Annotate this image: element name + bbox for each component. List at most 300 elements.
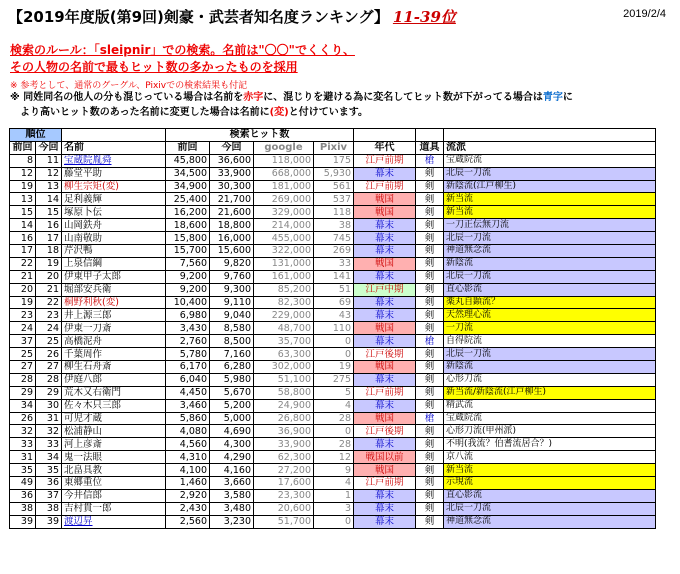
rank-prev-cell: 22: [10, 257, 36, 270]
table-row: [10, 167, 656, 180]
rank-now-cell: 28: [36, 373, 62, 386]
rank-prev-cell: 15: [10, 206, 36, 219]
note-naming: ※ 同姓同名の他人の分も混じっている場合は名前を赤字に、混じりを避ける為に変名してヒット数が下がってる場合は青字に より高いヒット数のあった名前に変更した場合は名前に(変)と付けています。: [10, 92, 573, 118]
pixiv-cell: 5: [314, 386, 354, 399]
rank-now-cell: 15: [36, 206, 62, 219]
hits-now-cell: 9,820: [210, 257, 254, 270]
school-cell: 自得院流: [444, 335, 656, 348]
rank-prev-cell: 27: [10, 361, 36, 374]
google-cell: 35,700: [254, 335, 314, 348]
google-cell: 58,800: [254, 386, 314, 399]
tool-cell: 剣: [416, 425, 444, 438]
table-row: [10, 232, 656, 245]
rank-prev-cell: 33: [10, 438, 36, 451]
google-cell: 161,000: [254, 270, 314, 283]
google-cell: 131,000: [254, 257, 314, 270]
tool-cell: 剣: [416, 270, 444, 283]
header-google: google: [254, 141, 314, 154]
rank-now-cell: 23: [36, 309, 62, 322]
pixiv-cell: 4: [314, 477, 354, 490]
name-cell: 河上彦斎: [62, 438, 166, 451]
pixiv-cell: 12: [314, 451, 354, 464]
google-cell: 62,300: [254, 451, 314, 464]
name-cell: 伊東一刀斎: [62, 322, 166, 335]
google-cell: 668,000: [254, 167, 314, 180]
tool-cell: 剣: [416, 167, 444, 180]
pixiv-cell: 3: [314, 502, 354, 515]
rank-prev-cell: 8: [10, 154, 36, 167]
rank-prev-cell: 13: [10, 193, 36, 206]
name-cell: 渡辺昇: [62, 515, 166, 528]
hits-now-cell: 3,230: [210, 515, 254, 528]
rank-now-cell: 26: [36, 348, 62, 361]
table-row: [10, 257, 656, 270]
hits-now-cell: 3,660: [210, 477, 254, 490]
hits-now-cell: 9,110: [210, 296, 254, 309]
name-cell: 高橋泥舟: [62, 335, 166, 348]
table-row: [10, 438, 656, 451]
header-name: 名前: [62, 141, 166, 154]
table-row: [10, 154, 656, 167]
tool-cell: 剣: [416, 399, 444, 412]
hits-prev-cell: 6,980: [166, 309, 210, 322]
hits-now-cell: 7,160: [210, 348, 254, 361]
era-cell: 幕末: [354, 373, 416, 386]
school-cell: 新陰流(江戸柳生): [444, 180, 656, 193]
tool-cell: 槍: [416, 335, 444, 348]
table-row: [10, 425, 656, 438]
table-row: [10, 219, 656, 232]
rank-now-cell: 29: [36, 386, 62, 399]
hits-now-cell: 8,500: [210, 335, 254, 348]
era-cell: 幕末: [354, 219, 416, 232]
tool-cell: 剣: [416, 232, 444, 245]
rank-prev-cell: 16: [10, 232, 36, 245]
tool-cell: 剣: [416, 489, 444, 502]
name-cell: 吉村貫一郎: [62, 502, 166, 515]
table-row: [10, 296, 656, 309]
google-cell: 51,100: [254, 373, 314, 386]
hits-prev-cell: 34,900: [166, 180, 210, 193]
google-cell: 51,700: [254, 515, 314, 528]
rank-now-cell: 18: [36, 245, 62, 258]
school-cell: 直心影流: [444, 489, 656, 502]
table-row: [10, 348, 656, 361]
tool-cell: 剣: [416, 464, 444, 477]
tool-cell: 剣: [416, 257, 444, 270]
hits-prev-cell: 2,760: [166, 335, 210, 348]
rank-prev-cell: 24: [10, 322, 36, 335]
tool-cell: 槍: [416, 154, 444, 167]
name-cell: 荒木又右衛門: [62, 386, 166, 399]
school-cell: 新当流: [444, 193, 656, 206]
tool-cell: 剣: [416, 309, 444, 322]
hits-prev-cell: 7,560: [166, 257, 210, 270]
rank-prev-cell: 32: [10, 425, 36, 438]
table-row: [10, 386, 656, 399]
header-era: 年代: [354, 141, 416, 154]
rank-prev-cell: 19: [10, 180, 36, 193]
tool-cell: 剣: [416, 386, 444, 399]
name-cell: 鬼一法眼: [62, 451, 166, 464]
rank-prev-cell: 37: [10, 335, 36, 348]
rank-prev-cell: 12: [10, 167, 36, 180]
name-cell: 宝蔵院胤舜: [62, 154, 166, 167]
note-reference: ※ 参考として、通常のグーグル、Pixivでの検索結果も付記: [10, 81, 248, 91]
name-cell: 芹沢鴨: [62, 245, 166, 258]
table-row: [10, 515, 656, 528]
tool-cell: 剣: [416, 245, 444, 258]
hits-now-cell: 4,690: [210, 425, 254, 438]
pixiv-cell: 9: [314, 464, 354, 477]
hits-prev-cell: 15,800: [166, 232, 210, 245]
school-cell: 一刀正伝無刀流: [444, 219, 656, 232]
title-range: 11-39位: [392, 8, 456, 26]
hits-prev-cell: 2,430: [166, 502, 210, 515]
era-cell: 戦国: [354, 412, 416, 425]
table-row: [10, 412, 656, 425]
hits-prev-cell: 5,780: [166, 348, 210, 361]
tool-cell: 剣: [416, 322, 444, 335]
era-cell: 江戸中期: [354, 283, 416, 296]
hits-now-cell: 9,300: [210, 283, 254, 296]
google-cell: 24,900: [254, 399, 314, 412]
hits-prev-cell: 16,200: [166, 206, 210, 219]
hits-prev-cell: 45,800: [166, 154, 210, 167]
rank-prev-cell: 25: [10, 348, 36, 361]
era-cell: 江戸前期: [354, 477, 416, 490]
table-row: [10, 245, 656, 258]
rank-now-cell: 34: [36, 451, 62, 464]
rank-now-cell: 21: [36, 283, 62, 296]
school-cell: 神道無念流: [444, 245, 656, 258]
name-cell: 桐野利秋(変): [62, 296, 166, 309]
rank-prev-cell: 19: [10, 296, 36, 309]
rank-now-cell: 12: [36, 167, 62, 180]
header-tool: 道具: [416, 141, 444, 154]
school-cell: 一刀流: [444, 322, 656, 335]
table-row: [10, 373, 656, 386]
tool-cell: 剣: [416, 348, 444, 361]
pixiv-cell: 0: [314, 348, 354, 361]
google-cell: 26,800: [254, 412, 314, 425]
era-cell: 幕末: [354, 270, 416, 283]
table-row: [10, 464, 656, 477]
hits-now-cell: 5,200: [210, 399, 254, 412]
tool-cell: 剣: [416, 283, 444, 296]
school-cell: 宝蔵院流: [444, 154, 656, 167]
rank-prev-cell: 21: [10, 270, 36, 283]
rank-now-cell: 33: [36, 438, 62, 451]
pixiv-cell: 141: [314, 270, 354, 283]
pixiv-cell: 43: [314, 309, 354, 322]
school-cell: 宝蔵院流: [444, 412, 656, 425]
header-prev-rank: 前回: [10, 141, 36, 154]
name-cell: 可児才蔵: [62, 412, 166, 425]
school-cell: 北辰一刀流: [444, 232, 656, 245]
era-cell: 幕末: [354, 489, 416, 502]
name-cell: 伊東甲子太郎: [62, 270, 166, 283]
hits-prev-cell: 2,920: [166, 489, 210, 502]
rank-prev-cell: 31: [10, 451, 36, 464]
school-cell: 京八流: [444, 451, 656, 464]
header-hits-now: 今回: [210, 141, 254, 154]
pixiv-cell: 19: [314, 361, 354, 374]
rank-now-cell: 13: [36, 180, 62, 193]
rank-now-cell: 39: [36, 515, 62, 528]
google-cell: 48,700: [254, 322, 314, 335]
google-cell: 455,000: [254, 232, 314, 245]
school-cell: 直心影流: [444, 283, 656, 296]
hits-prev-cell: 15,700: [166, 245, 210, 258]
name-cell: 塚原卜伝: [62, 206, 166, 219]
hits-now-cell: 4,290: [210, 451, 254, 464]
table-row: [10, 193, 656, 206]
tool-cell: 剣: [416, 219, 444, 232]
era-cell: 江戸後期: [354, 425, 416, 438]
rank-prev-cell: 23: [10, 309, 36, 322]
pixiv-cell: 561: [314, 180, 354, 193]
hits-now-cell: 4,160: [210, 464, 254, 477]
hits-now-cell: 8,580: [210, 322, 254, 335]
school-cell: 示現流: [444, 477, 656, 490]
pixiv-cell: 33: [314, 257, 354, 270]
school-cell: 不明(我流？伯耆流居合？): [444, 438, 656, 451]
page-title: 【2019年度版(第9回)剣豪・武芸者知名度ランキング】 11-39位: [8, 8, 456, 26]
rank-prev-cell: 28: [10, 373, 36, 386]
name-cell: 柳生石舟斎: [62, 361, 166, 374]
rank-prev-cell: 36: [10, 489, 36, 502]
table-row: [10, 451, 656, 464]
name-cell: 北畠具教: [62, 464, 166, 477]
rank-now-cell: 17: [36, 232, 62, 245]
rank-now-cell: 38: [36, 502, 62, 515]
pixiv-cell: 269: [314, 245, 354, 258]
google-cell: 214,000: [254, 219, 314, 232]
google-cell: 229,000: [254, 309, 314, 322]
hits-now-cell: 18,800: [210, 219, 254, 232]
table-row: [10, 477, 656, 490]
school-cell: 北辰一刀流: [444, 348, 656, 361]
era-cell: 幕末: [354, 232, 416, 245]
google-cell: 27,200: [254, 464, 314, 477]
table-row: [10, 180, 656, 193]
name-cell: 松浦静山: [62, 425, 166, 438]
name-cell: 足利義輝: [62, 193, 166, 206]
hits-prev-cell: 18,600: [166, 219, 210, 232]
hits-now-cell: 9,760: [210, 270, 254, 283]
name-cell: 井上源三郎: [62, 309, 166, 322]
google-cell: 82,300: [254, 296, 314, 309]
rank-now-cell: 27: [36, 361, 62, 374]
rank-now-cell: 16: [36, 219, 62, 232]
school-cell: 新陰流: [444, 257, 656, 270]
name-cell: 千葉周作: [62, 348, 166, 361]
hits-now-cell: 15,600: [210, 245, 254, 258]
hits-now-cell: 16,000: [210, 232, 254, 245]
google-cell: 181,000: [254, 180, 314, 193]
google-cell: 23,300: [254, 489, 314, 502]
era-cell: 戦国: [354, 257, 416, 270]
hits-now-cell: 21,600: [210, 206, 254, 219]
rank-now-cell: 30: [36, 399, 62, 412]
school-cell: 心形刀流: [444, 373, 656, 386]
hits-now-cell: 5,980: [210, 373, 254, 386]
table-row: [10, 322, 656, 335]
hits-prev-cell: 6,040: [166, 373, 210, 386]
rank-prev-cell: 39: [10, 515, 36, 528]
pixiv-cell: 0: [314, 515, 354, 528]
era-cell: 戦国以前: [354, 451, 416, 464]
rank-now-cell: 11: [36, 154, 62, 167]
name-cell: 東郷重位: [62, 477, 166, 490]
hits-prev-cell: 4,450: [166, 386, 210, 399]
hits-now-cell: 33,900: [210, 167, 254, 180]
hits-prev-cell: 4,100: [166, 464, 210, 477]
pixiv-cell: 5,930: [314, 167, 354, 180]
tool-cell: 剣: [416, 515, 444, 528]
google-cell: 85,200: [254, 283, 314, 296]
rank-prev-cell: 34: [10, 399, 36, 412]
era-cell: 江戸後期: [354, 348, 416, 361]
rank-now-cell: 24: [36, 322, 62, 335]
era-cell: 幕末: [354, 502, 416, 515]
name-cell: 上泉信綱: [62, 257, 166, 270]
era-cell: 幕末: [354, 335, 416, 348]
school-cell: 心形刀流(甲州派): [444, 425, 656, 438]
era-cell: 戦国: [354, 193, 416, 206]
era-cell: 戦国: [354, 361, 416, 374]
name-cell: 柳生宗矩(変): [62, 180, 166, 193]
header-rank: 順位: [10, 129, 62, 142]
hits-now-cell: 4,300: [210, 438, 254, 451]
hits-prev-cell: 4,560: [166, 438, 210, 451]
school-cell: 新当流: [444, 206, 656, 219]
table-row: [10, 309, 656, 322]
rank-now-cell: 37: [36, 489, 62, 502]
tool-cell: 剣: [416, 477, 444, 490]
rank-prev-cell: 17: [10, 245, 36, 258]
table-row: [10, 335, 656, 348]
hits-now-cell: 5,000: [210, 412, 254, 425]
era-cell: 幕末: [354, 399, 416, 412]
google-cell: 20,600: [254, 502, 314, 515]
rank-now-cell: 36: [36, 477, 62, 490]
table-row: [10, 270, 656, 283]
hits-now-cell: 9,040: [210, 309, 254, 322]
header-school: 流派: [444, 141, 656, 154]
hits-prev-cell: 2,560: [166, 515, 210, 528]
hits-now-cell: 3,480: [210, 502, 254, 515]
tool-cell: 剣: [416, 438, 444, 451]
hits-prev-cell: 10,400: [166, 296, 210, 309]
rank-now-cell: 31: [36, 412, 62, 425]
pixiv-cell: 110: [314, 322, 354, 335]
google-cell: 36,900: [254, 425, 314, 438]
school-cell: 薬丸自顕流？: [444, 296, 656, 309]
hits-prev-cell: 9,200: [166, 283, 210, 296]
name-cell: 今井信郎: [62, 489, 166, 502]
hits-prev-cell: 4,080: [166, 425, 210, 438]
school-cell: 天然理心流: [444, 309, 656, 322]
name-cell: 山岡鉄舟: [62, 219, 166, 232]
school-cell: 北辰一刀流: [444, 167, 656, 180]
rank-prev-cell: 14: [10, 219, 36, 232]
rank-prev-cell: 38: [10, 502, 36, 515]
name-cell: 山南敬助: [62, 232, 166, 245]
era-cell: 幕末: [354, 245, 416, 258]
era-cell: 江戸前期: [354, 154, 416, 167]
table-row: [10, 399, 656, 412]
pixiv-cell: 28: [314, 438, 354, 451]
google-cell: 63,300: [254, 348, 314, 361]
hits-now-cell: 6,280: [210, 361, 254, 374]
era-cell: 戦国: [354, 322, 416, 335]
pixiv-cell: 0: [314, 335, 354, 348]
rank-now-cell: 22: [36, 296, 62, 309]
hits-now-cell: 5,670: [210, 386, 254, 399]
hits-now-cell: 21,700: [210, 193, 254, 206]
era-cell: 江戸前期: [354, 180, 416, 193]
google-cell: 269,000: [254, 193, 314, 206]
hits-prev-cell: 5,860: [166, 412, 210, 425]
era-cell: 江戸前期: [354, 386, 416, 399]
name-cell: 伊庭八郎: [62, 373, 166, 386]
table-row: [10, 361, 656, 374]
hits-prev-cell: 25,400: [166, 193, 210, 206]
pixiv-cell: 38: [314, 219, 354, 232]
ranking-table: [9, 128, 656, 529]
google-cell: 302,000: [254, 361, 314, 374]
pixiv-cell: 175: [314, 154, 354, 167]
tool-cell: 槍: [416, 412, 444, 425]
era-cell: 幕末: [354, 438, 416, 451]
rank-now-cell: 20: [36, 270, 62, 283]
header-pixiv: Pixiv: [314, 141, 354, 154]
era-cell: 幕末: [354, 309, 416, 322]
school-cell: 新陰流: [444, 361, 656, 374]
era-cell: 幕末: [354, 296, 416, 309]
school-cell: 北辰一刀流: [444, 502, 656, 515]
rank-prev-cell: 35: [10, 464, 36, 477]
hits-prev-cell: 6,170: [166, 361, 210, 374]
tool-cell: 剣: [416, 193, 444, 206]
era-cell: 幕末: [354, 167, 416, 180]
school-cell: 精武流: [444, 399, 656, 412]
name-cell: 堀部安兵衛: [62, 283, 166, 296]
pixiv-cell: 28: [314, 412, 354, 425]
table-row: [10, 502, 656, 515]
rank-prev-cell: 26: [10, 412, 36, 425]
rank-now-cell: 25: [36, 335, 62, 348]
hits-now-cell: 30,300: [210, 180, 254, 193]
tool-cell: 剣: [416, 206, 444, 219]
rank-now-cell: 35: [36, 464, 62, 477]
tool-cell: 剣: [416, 361, 444, 374]
rank-prev-cell: 29: [10, 386, 36, 399]
pixiv-cell: 275: [314, 373, 354, 386]
pixiv-cell: 4: [314, 399, 354, 412]
google-cell: 33,900: [254, 438, 314, 451]
rule-line-2: その人物の名前で最もヒット数の多かったものを採用: [10, 60, 298, 74]
pixiv-cell: 118: [314, 206, 354, 219]
pixiv-cell: 69: [314, 296, 354, 309]
name-cell: 佐々木只三郎: [62, 399, 166, 412]
hits-now-cell: 36,600: [210, 154, 254, 167]
tool-cell: 剣: [416, 373, 444, 386]
tool-cell: 剣: [416, 296, 444, 309]
pixiv-cell: 1: [314, 489, 354, 502]
